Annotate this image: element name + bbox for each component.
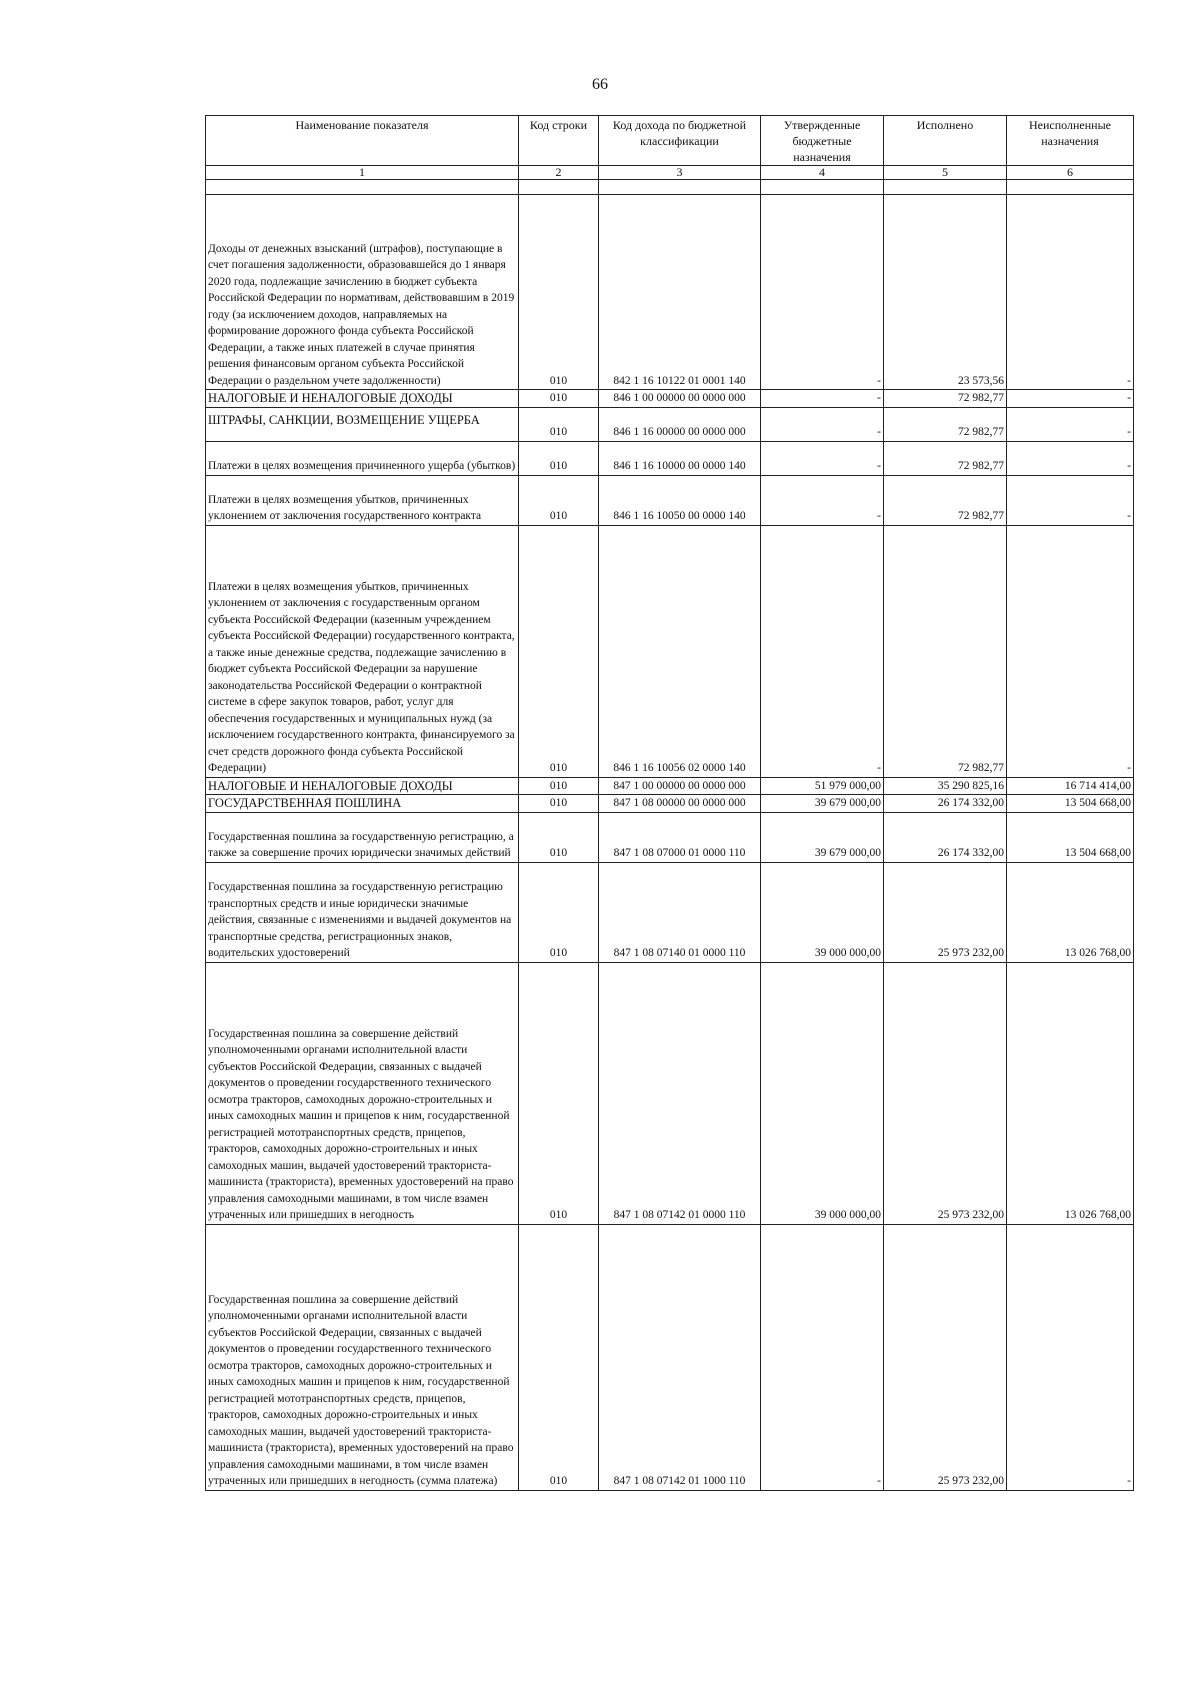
header-line-code: Код строки xyxy=(519,116,599,166)
row-name: Платежи в целях возмещения убытков, причиненных уклонением от заключения государственного контракта xyxy=(206,475,519,525)
row-unexecuted: 16 714 414,00 xyxy=(1007,777,1134,795)
row-name: Государственная пошлина за совершение действий уполномоченными органами исполнительной власти субъектов Российской Федерации, связанных с выдачей документов о проведении государственного технического осмотра тракторов, самоходных дорожно-строительных и иных самоходных машин и прицепов к ним, государственной регистрацией мототранспортных средств, прицепов, тракторов, самоходных дорожно-строительных и иных самоходных машин, выдачей удостоверений тракториста-машиниста (тракториста), временных удостоверений на право управления самоходными машинами, в том числе взамен утраченных или пришедших в негодность (сумма платежа) xyxy=(206,1224,519,1490)
row-line-code: 010 xyxy=(519,795,599,813)
row-approved: - xyxy=(761,390,884,408)
column-number: 6 xyxy=(1007,166,1134,180)
row-name: ШТРАФЫ, САНКЦИИ, ВОЗМЕЩЕНИЕ УЩЕРБА xyxy=(206,407,519,441)
table-row xyxy=(206,407,1134,441)
page-number: 66 xyxy=(592,76,608,93)
row-name: Доходы от денежных взысканий (штрафов), поступающие в счет погашения задолженности, образовавшейся до 1 января 2020 года, подлежащие зачислению в бюджет субъекта Российской Федерации по нормативам, действовавшим в 2019 году (за исключением доходов, направляемых на формирование дорожного фонда субъекта Российской Федерации, а также иных платежей в случае принятия решения финансовым органом субъекта Российской Федерации о раздельном учете задолженности) xyxy=(206,195,519,390)
row-name: ГОСУДАРСТВЕННАЯ ПОШЛИНА xyxy=(206,795,519,813)
header-name: Наименование показателя xyxy=(206,116,519,166)
row-income-code: 846 1 16 10050 00 0000 140 xyxy=(599,475,761,525)
row-unexecuted: - xyxy=(1007,525,1134,777)
table-row xyxy=(206,812,1134,862)
row-unexecuted: - xyxy=(1007,441,1134,475)
row-approved: 39 000 000,00 xyxy=(761,962,884,1224)
row-approved: 39 679 000,00 xyxy=(761,812,884,862)
row-name: НАЛОГОВЫЕ И НЕНАЛОГОВЫЕ ДОХОДЫ xyxy=(206,777,519,795)
row-approved: - xyxy=(761,441,884,475)
table-row xyxy=(206,390,1134,408)
column-number: 3 xyxy=(599,166,761,180)
row-approved: - xyxy=(761,407,884,441)
table-row xyxy=(206,525,1134,777)
row-income-code: 842 1 16 10122 01 0001 140 xyxy=(599,195,761,390)
row-line-code: 010 xyxy=(519,195,599,390)
row-approved: - xyxy=(761,195,884,390)
row-executed: 72 982,77 xyxy=(884,407,1007,441)
row-income-code: 847 1 08 00000 00 0000 000 xyxy=(599,795,761,813)
column-number: 4 xyxy=(761,166,884,180)
row-executed: 26 174 332,00 xyxy=(884,812,1007,862)
row-line-code: 010 xyxy=(519,441,599,475)
row-unexecuted: 13 026 768,00 xyxy=(1007,962,1134,1224)
row-unexecuted: - xyxy=(1007,1224,1134,1490)
row-income-code: 846 1 16 00000 00 0000 000 xyxy=(599,407,761,441)
header-unexecuted: Неисполненные назначения xyxy=(1007,116,1134,166)
row-line-code: 010 xyxy=(519,475,599,525)
row-unexecuted: - xyxy=(1007,407,1134,441)
row-name: НАЛОГОВЫЕ И НЕНАЛОГОВЫЕ ДОХОДЫ xyxy=(206,390,519,408)
row-name: Государственная пошлина за государственную регистрацию транспортных средств и иные юридически значимые действия, связанные с изменениями и выдачей документов на транспортные средства, регистрационных знаков, водительских удостоверений xyxy=(206,862,519,962)
table-row xyxy=(206,441,1134,475)
table-row xyxy=(206,475,1134,525)
row-name: Государственная пошлина за государственную регистрацию, а также за совершение прочих юридически значимых действий xyxy=(206,812,519,862)
row-line-code: 010 xyxy=(519,812,599,862)
table-row xyxy=(206,777,1134,795)
table-row xyxy=(206,795,1134,813)
row-line-code: 010 xyxy=(519,525,599,777)
column-number: 5 xyxy=(884,166,1007,180)
row-income-code: 846 1 00 00000 00 0000 000 xyxy=(599,390,761,408)
row-unexecuted: - xyxy=(1007,475,1134,525)
row-unexecuted: 13 504 668,00 xyxy=(1007,812,1134,862)
row-income-code: 847 1 08 07140 01 0000 110 xyxy=(599,862,761,962)
row-executed: 26 174 332,00 xyxy=(884,795,1007,813)
income-report-table xyxy=(205,115,1134,1491)
header-income-code: Код дохода по бюджетной классификации xyxy=(599,116,761,166)
row-line-code: 010 xyxy=(519,1224,599,1490)
row-approved: 51 979 000,00 xyxy=(761,777,884,795)
row-executed: 25 973 232,00 xyxy=(884,962,1007,1224)
row-unexecuted: - xyxy=(1007,390,1134,408)
row-approved: 39 679 000,00 xyxy=(761,795,884,813)
row-approved: 39 000 000,00 xyxy=(761,862,884,962)
row-executed: 72 982,77 xyxy=(884,525,1007,777)
row-name: Платежи в целях возмещения убытков, причиненных уклонением от заключения с государственным органом субъекта Российской Федерации (казенным учреждением субъекта Российской Федерации) государственного контракта, а также иные денежные средства, подлежащие зачислению в бюджет субъекта Российской Федерации за нарушение законодательства Российской Федерации о контрактной системе в сфере закупок товаров, работ, услуг для обеспечения государственных и муниципальных нужд (за исключением государственного контракта, финансируемого за счет средств дорожного фонда субъекта Российской Федерации) xyxy=(206,525,519,777)
row-executed: 23 573,56 xyxy=(884,195,1007,390)
row-executed: 72 982,77 xyxy=(884,475,1007,525)
row-name: Платежи в целях возмещения причиненного ущерба (убытков) xyxy=(206,441,519,475)
row-executed: 72 982,77 xyxy=(884,390,1007,408)
header-approved: Утвержденные бюджетные назначения xyxy=(761,116,884,166)
column-number: 2 xyxy=(519,166,599,180)
row-line-code: 010 xyxy=(519,390,599,408)
table-row xyxy=(206,1224,1134,1490)
table-row xyxy=(206,862,1134,962)
row-approved: - xyxy=(761,475,884,525)
row-approved: - xyxy=(761,525,884,777)
row-unexecuted: 13 504 668,00 xyxy=(1007,795,1134,813)
row-income-code: 847 1 08 07000 01 0000 110 xyxy=(599,812,761,862)
row-line-code: 010 xyxy=(519,962,599,1224)
row-line-code: 010 xyxy=(519,407,599,441)
row-income-code: 847 1 00 00000 00 0000 000 xyxy=(599,777,761,795)
row-approved: - xyxy=(761,1224,884,1490)
table-row xyxy=(206,962,1134,1224)
row-executed: 25 973 232,00 xyxy=(884,862,1007,962)
row-income-code: 847 1 08 07142 01 0000 110 xyxy=(599,962,761,1224)
row-income-code: 846 1 16 10056 02 0000 140 xyxy=(599,525,761,777)
row-income-code: 847 1 08 07142 01 1000 110 xyxy=(599,1224,761,1490)
row-executed: 35 290 825,16 xyxy=(884,777,1007,795)
column-number: 1 xyxy=(206,166,519,180)
row-line-code: 010 xyxy=(519,862,599,962)
table-row xyxy=(206,195,1134,390)
row-line-code: 010 xyxy=(519,777,599,795)
row-name: Государственная пошлина за совершение действий уполномоченными органами исполнительной власти субъектов Российской Федерации, связанных с выдачей документов о проведении государственного технического осмотра тракторов, самоходных дорожно-строительных и иных самоходных машин и прицепов к ним, государственной регистрацией мототранспортных средств, прицепов, тракторов, самоходных дорожно-строительных и иных самоходных машин, выдачей удостоверений тракториста-машиниста (тракториста), временных удостоверений на право управления самоходными машинами, в том числе взамен утраченных или пришедших в негодность xyxy=(206,962,519,1224)
row-income-code: 846 1 16 10000 00 0000 140 xyxy=(599,441,761,475)
row-unexecuted: 13 026 768,00 xyxy=(1007,862,1134,962)
row-executed: 25 973 232,00 xyxy=(884,1224,1007,1490)
row-executed: 72 982,77 xyxy=(884,441,1007,475)
row-unexecuted: - xyxy=(1007,195,1134,390)
header-executed: Исполнено xyxy=(884,116,1007,166)
